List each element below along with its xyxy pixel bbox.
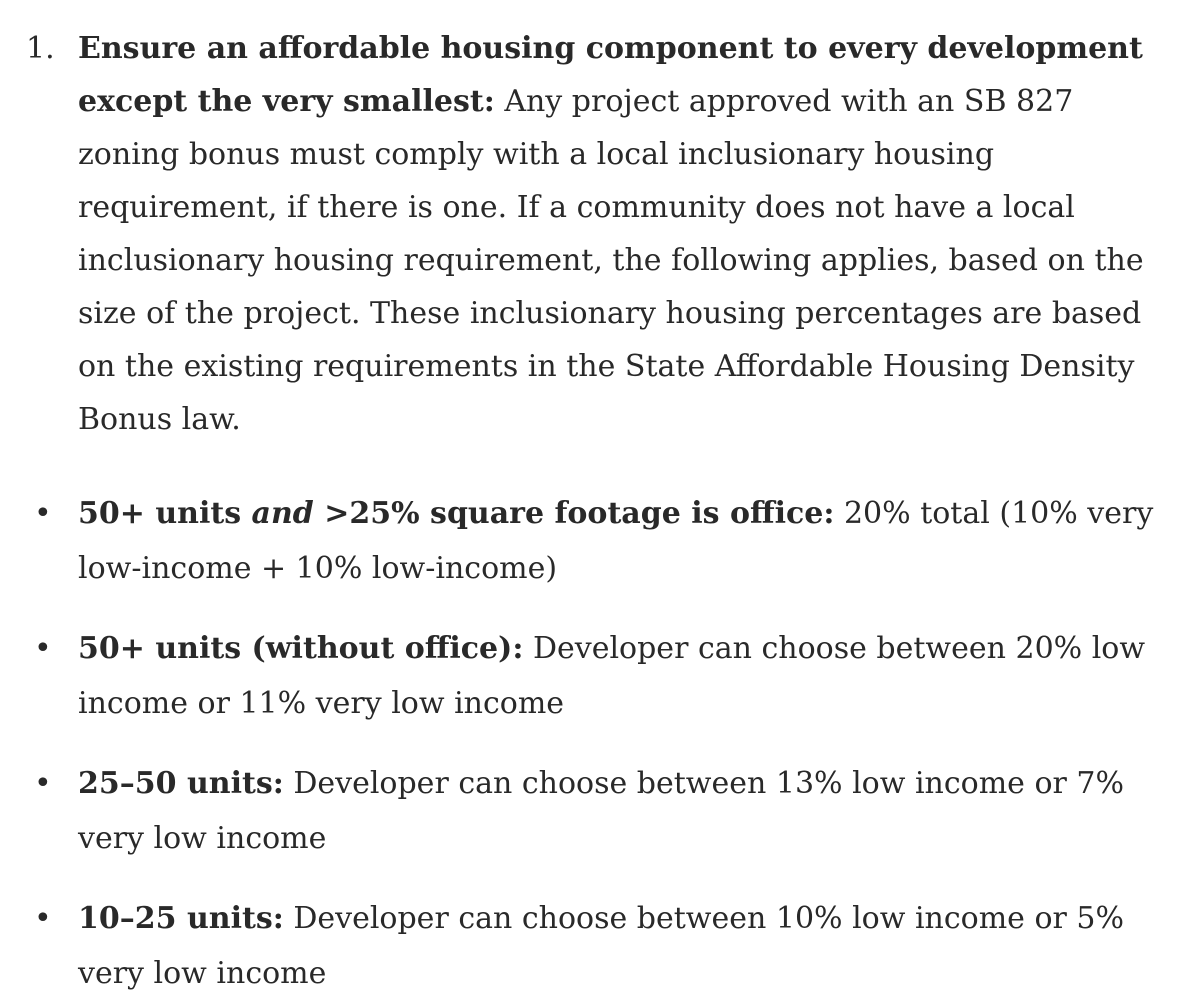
bullet-icon: • (34, 496, 52, 531)
item-body-text: Any project approved with an SB 827 zoning bonus must comply with a local inclusionary housing requirement, if there is one. If a community does not have a local inclusionary housing requirement, the following applies, based on the size of the project. These inclusionary housing percentages are based on the existing requirements in the State Affordable Housing Density Bonus law. (78, 84, 1144, 437)
bullet-text (78, 891, 1160, 1001)
list-item (26, 486, 1160, 596)
bullet-description: Developer can choose between 13% low income or 7% very low income (78, 766, 1124, 856)
bullet-icon: • (34, 766, 52, 801)
bullet-icon: • (34, 901, 52, 936)
bullet-description: Developer can choose between 10% low income or 5% very low income (78, 901, 1124, 991)
list-item (26, 891, 1160, 1001)
bullet-label: 50+ units (without office): (78, 631, 524, 666)
bullet-text (78, 621, 1160, 731)
numbered-list-item (26, 22, 1160, 446)
list-item (26, 756, 1160, 866)
bullet-label: 10–25 units: (78, 901, 284, 936)
bullet-label-continued: >25% square footage is office: (313, 496, 835, 531)
bullet-text (78, 486, 1160, 596)
bullet-label-emphasis: and (251, 496, 314, 531)
list-item (26, 621, 1160, 731)
bullet-label: 25–50 units: (78, 766, 284, 801)
bullet-label: 50+ units (78, 496, 252, 531)
bullet-icon: • (34, 631, 52, 666)
item-paragraph (78, 22, 1160, 446)
bullet-text (78, 756, 1160, 866)
list-number: 1. (26, 31, 55, 66)
item-heading: Ensure an affordable housing component to every development except the very smallest: (78, 31, 1143, 119)
bullet-description: Developer can choose between 20% low income or 11% very low income (78, 631, 1146, 721)
requirements-list (26, 486, 1160, 1001)
bullet-description: 20% total (10% very low-income + 10% low-income) (78, 496, 1154, 586)
